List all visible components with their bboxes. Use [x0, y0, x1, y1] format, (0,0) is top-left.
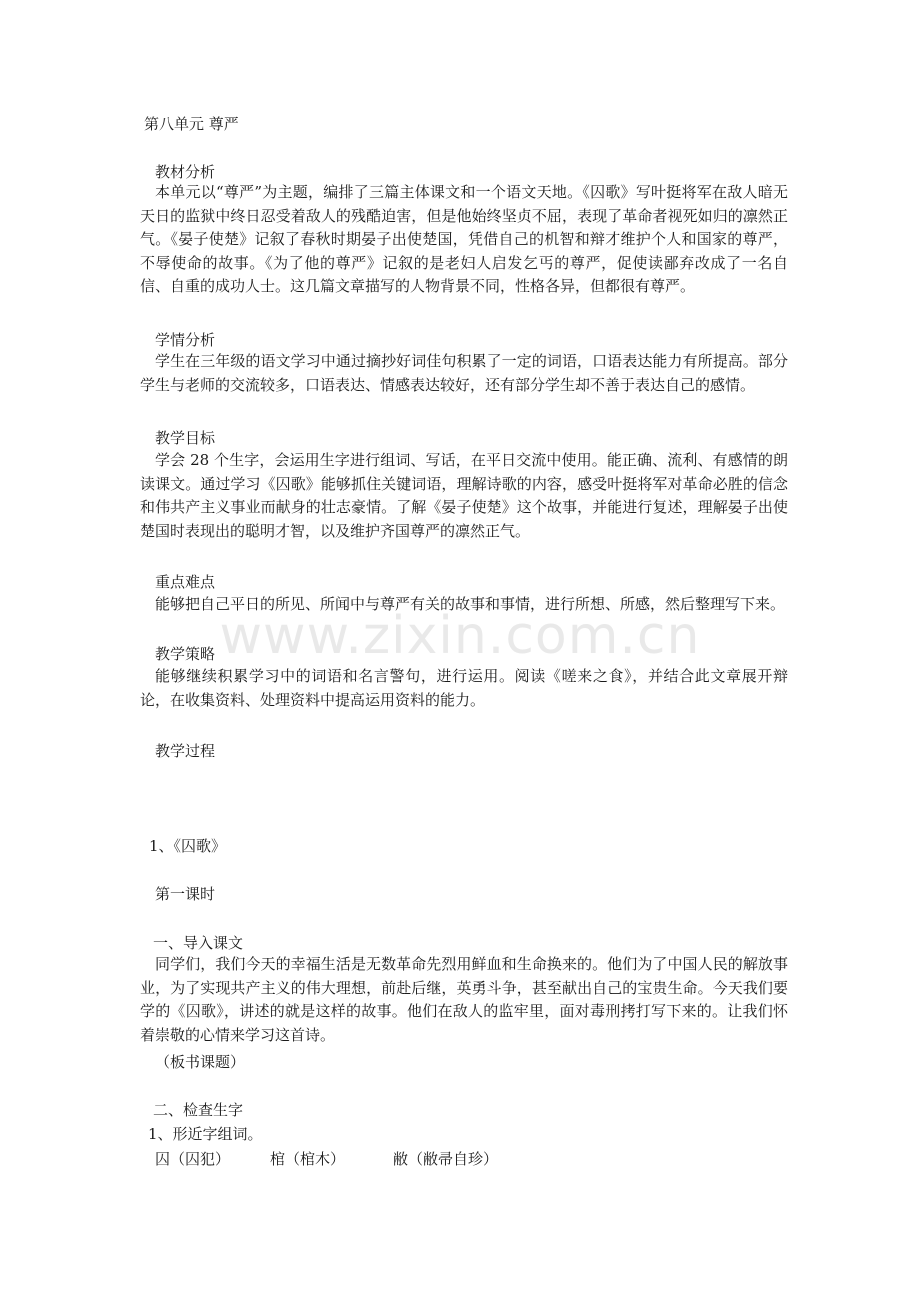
strategy-heading: 教学策略 [155, 645, 216, 663]
key-points-body: 能够把自己平日的所见、所闻中与尊严有关的故事和事情，进行所想、所感，然后整理写下来。 [155, 595, 786, 613]
strategy-body: 能够继续积累学习中的词语和名言警句，进行运用。阅读《嗟来之食》，并结合此文章展开辩论，在收集资料、处理资料中提高运用资料的能力。 [140, 667, 788, 709]
check-heading: 二、检查生字 [153, 1101, 244, 1119]
students-heading: 学情分析 [155, 331, 216, 349]
intro-body: 同学们，我们今天的幸福生活是无数革命先烈用鲜血和生命换来的。他们为了中国人民的解放事业，为了实现共产主义的伟大理想，前赴后继，英勇斗争，甚至献出自己的宝贵生命。今天我们要学的《囚歌》，讲述的就是这样的故事。他们在敌人的监牢里，面对毒刑拷打写下来的。让我们怀着崇敬的心情来学习这首诗。 [140, 955, 788, 1044]
goals-heading: 教学目标 [155, 429, 216, 447]
word-item-3: 敝（敝帚自珍） [393, 1150, 499, 1168]
word-item-1: 囚（囚犯） [155, 1150, 231, 1168]
unit-title: 第八单元 尊严 [144, 115, 239, 133]
intro-heading: 一、导入课文 [153, 934, 244, 952]
board-note: （板书课题） [155, 1053, 246, 1071]
material-heading: 教材分析 [155, 163, 216, 181]
key-points-heading: 重点难点 [155, 573, 216, 591]
students-body: 学生在三年级的语文学习中通过摘抄好词佳句积累了一定的词语，口语表达能力有所提高。部分学生与老师的交流较多，口语表达、情感表达较好，还有部分学生却不善于表达自己的感情。 [140, 352, 788, 394]
goals-body: 学会 28 个生字，会运用生字进行组词、写话，在平日交流中使用。能正确、流利、有感情的朗读课文。通过学习《囚歌》能够抓住关键词语，理解诗歌的内容，感受叶挺将军对革命必胜的信念和伟共产主义事业而献身的壮志豪情。了解《晏子使楚》这个故事，并能进行复述，理解晏子出使楚国时表现出的聪明才智，以及维护齐国尊严的凛然正气。 [140, 451, 788, 540]
process-heading: 教学过程 [155, 742, 216, 760]
lesson-title: 1、《囚歌》 [149, 837, 227, 855]
lesson-period: 第一课时 [155, 885, 216, 903]
word-item-2: 棺（棺木） [270, 1150, 346, 1168]
check-item: 1、形近字组词。 [148, 1125, 263, 1143]
watermark: www.zixin.com.cn [219, 606, 701, 666]
material-body: 本单元以“尊严”为主题，编排了三篇主体课文和一个语文天地。《囚歌》写叶挺将军在敌人暗无天日的监狱中终日忍受着敌人的残酷迫害，但是他始终坚贞不屈，表现了革命者视死如归的凛然正气。《晏子使楚》记叙了春秋时期晏子出使楚国，凭借自己的机智和辩才维护个人和国家的尊严，不辱使命的故事。《为了他的尊严》记叙的是老妇人启发乞丐的尊严，促使读鄙弃改成了一名自信、自重的成功人士。这几篇文章描写的人物背景不同，性格各异，但都很有尊严。 [140, 183, 788, 296]
